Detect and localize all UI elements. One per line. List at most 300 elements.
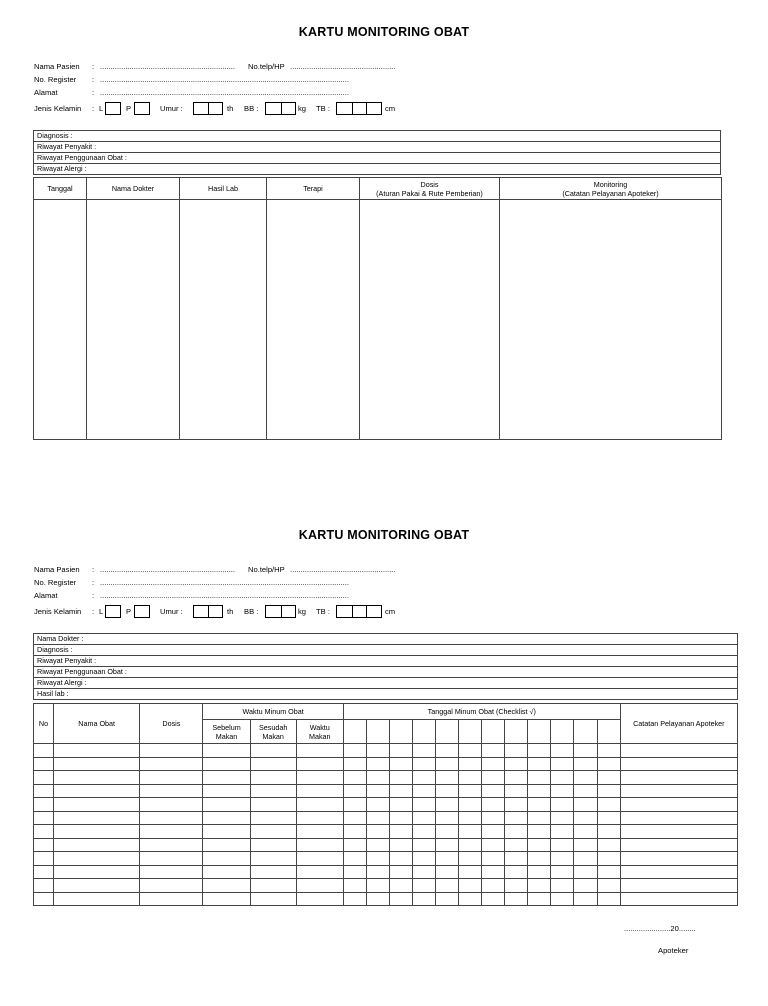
checklist-cell[interactable]: [343, 811, 366, 825]
checklist-cell[interactable]: [366, 744, 389, 758]
checklist-cell[interactable]: [505, 771, 528, 785]
table-cell[interactable]: [250, 771, 296, 785]
col-catatan: Catatan Pelayanan Apoteker: [620, 704, 737, 744]
tb-input[interactable]: [336, 102, 382, 115]
table-cell[interactable]: [140, 757, 203, 771]
checklist-cell[interactable]: [505, 757, 528, 771]
table-cell[interactable]: [203, 865, 250, 879]
card1-info-table: [33, 130, 721, 175]
table-cell[interactable]: [34, 865, 54, 879]
table-cell[interactable]: [250, 757, 296, 771]
table-row: [34, 744, 738, 758]
table-cell[interactable]: [250, 784, 296, 798]
info-riwayat-alergi[interactable]: Riwayat Alergi :: [34, 678, 738, 689]
table-cell[interactable]: [620, 879, 737, 893]
checklist-cell[interactable]: [413, 852, 436, 866]
cell-nama-dokter[interactable]: [87, 200, 180, 440]
table-cell[interactable]: [203, 744, 250, 758]
checklist-cell[interactable]: [343, 865, 366, 879]
checklist-cell[interactable]: [551, 838, 574, 852]
checklist-cell[interactable]: [505, 811, 528, 825]
checklist-cell[interactable]: [574, 825, 597, 839]
table-cell[interactable]: [34, 771, 54, 785]
label-alamat: Alamat: [34, 591, 58, 600]
table-cell[interactable]: [140, 771, 203, 785]
table-cell[interactable]: [140, 784, 203, 798]
card2-medication-table: [33, 703, 738, 906]
col-nama-dokter: Nama Dokter: [87, 178, 180, 200]
checklist-cell[interactable]: [551, 784, 574, 798]
checklist-cell[interactable]: [528, 811, 551, 825]
checklist-cell[interactable]: [482, 879, 505, 893]
checklist-cell[interactable]: [551, 757, 574, 771]
checklist-cell[interactable]: [574, 811, 597, 825]
checklist-cell[interactable]: [343, 771, 366, 785]
checklist-cell[interactable]: [413, 892, 436, 906]
checklist-cell[interactable]: [597, 811, 620, 825]
checklist-cell[interactable]: [551, 744, 574, 758]
checklist-cell[interactable]: [505, 892, 528, 906]
cell-dosis[interactable]: [360, 200, 500, 440]
card2-title: KARTU MONITORING OBAT: [298, 528, 470, 542]
col-tanggal: Tanggal: [34, 178, 87, 200]
table-cell[interactable]: [250, 825, 296, 839]
info-riwayat-penyakit[interactable]: Riwayat Penyakit :: [34, 142, 721, 153]
no-register-field[interactable]: ......................................................................................................................: [100, 578, 349, 587]
table-cell[interactable]: [34, 757, 54, 771]
table-row: [34, 757, 738, 771]
checklist-cell[interactable]: [482, 811, 505, 825]
checklist-cell[interactable]: [389, 838, 412, 852]
gender-p-checkbox[interactable]: [134, 102, 150, 115]
checklist-cell[interactable]: [482, 825, 505, 839]
checklist-cell[interactable]: [574, 757, 597, 771]
table-cell[interactable]: [620, 852, 737, 866]
table-cell[interactable]: [140, 825, 203, 839]
umur-input[interactable]: [193, 605, 223, 618]
table-cell[interactable]: [34, 852, 54, 866]
table-row: [34, 811, 738, 825]
checklist-cell[interactable]: [436, 744, 459, 758]
col-tanggal-day: [597, 720, 620, 744]
table-cell[interactable]: [140, 838, 203, 852]
table-cell[interactable]: [620, 771, 737, 785]
table-cell[interactable]: [34, 825, 54, 839]
col-tanggal-day: [436, 720, 459, 744]
checklist-cell[interactable]: [343, 798, 366, 812]
cell-hasil-lab[interactable]: [180, 200, 267, 440]
checklist-cell[interactable]: [389, 811, 412, 825]
alamat-field[interactable]: ......................................................................................................................: [100, 591, 349, 600]
checklist-cell[interactable]: [436, 838, 459, 852]
checklist-cell[interactable]: [436, 798, 459, 812]
checklist-cell[interactable]: [528, 892, 551, 906]
makan-label: Makan: [308, 731, 331, 741]
checklist-cell[interactable]: [597, 757, 620, 771]
checklist-cell[interactable]: [528, 757, 551, 771]
checklist-cell[interactable]: [505, 798, 528, 812]
checklist-cell[interactable]: [366, 798, 389, 812]
checklist-cell[interactable]: [389, 825, 412, 839]
checklist-cell[interactable]: [574, 852, 597, 866]
table-cell[interactable]: [250, 892, 296, 906]
table-cell[interactable]: [34, 879, 54, 893]
checklist-cell[interactable]: [459, 757, 482, 771]
table-row: [34, 879, 738, 893]
table-cell[interactable]: [296, 879, 343, 893]
checklist-cell[interactable]: [597, 784, 620, 798]
checklist-cell[interactable]: [459, 879, 482, 893]
col-tanggal-day: [366, 720, 389, 744]
th-unit: th: [227, 104, 234, 113]
checklist-cell[interactable]: [597, 744, 620, 758]
checklist-cell[interactable]: [366, 865, 389, 879]
bb-input[interactable]: [265, 605, 296, 618]
table-cell[interactable]: [203, 852, 250, 866]
table-cell[interactable]: [34, 892, 54, 906]
checklist-cell[interactable]: [597, 838, 620, 852]
checklist-cell[interactable]: [551, 852, 574, 866]
checklist-cell[interactable]: [528, 784, 551, 798]
checklist-cell[interactable]: [389, 771, 412, 785]
table-cell[interactable]: [203, 811, 250, 825]
checklist-cell[interactable]: [459, 784, 482, 798]
checklist-cell[interactable]: [528, 879, 551, 893]
table-row: [34, 892, 738, 906]
checklist-cell[interactable]: [482, 865, 505, 879]
checklist-cell[interactable]: [574, 838, 597, 852]
checklist-cell[interactable]: [389, 865, 412, 879]
checklist-cell[interactable]: [366, 811, 389, 825]
checklist-cell[interactable]: [505, 825, 528, 839]
table-cell[interactable]: [34, 798, 54, 812]
info-diagnosis[interactable]: Diagnosis :: [34, 131, 721, 142]
no-register-field[interactable]: ......................................................................................................................: [100, 75, 349, 84]
checklist-cell[interactable]: [459, 892, 482, 906]
checklist-cell[interactable]: [343, 744, 366, 758]
checklist-cell[interactable]: [343, 838, 366, 852]
checklist-cell[interactable]: [389, 892, 412, 906]
gender-p-checkbox[interactable]: [134, 605, 150, 618]
checklist-cell[interactable]: [366, 757, 389, 771]
checklist-cell[interactable]: [459, 865, 482, 879]
table-cell[interactable]: [203, 825, 250, 839]
colon: :: [92, 591, 95, 600]
checklist-cell[interactable]: [389, 784, 412, 798]
col-tanggal-day: [413, 720, 436, 744]
table-cell[interactable]: [620, 744, 737, 758]
table-cell[interactable]: [620, 838, 737, 852]
checklist-cell[interactable]: [551, 865, 574, 879]
table-cell[interactable]: [34, 744, 54, 758]
colon: :: [92, 104, 95, 113]
checklist-cell[interactable]: [366, 825, 389, 839]
col-dosis-sub: (Aturan Pakai & Rute Pemberian): [376, 188, 483, 198]
checklist-cell[interactable]: [413, 838, 436, 852]
table-cell[interactable]: [250, 852, 296, 866]
checklist-cell[interactable]: [574, 798, 597, 812]
gender-l-checkbox[interactable]: [105, 102, 121, 115]
checklist-cell[interactable]: [574, 865, 597, 879]
table-cell[interactable]: [54, 892, 140, 906]
table-cell[interactable]: [296, 838, 343, 852]
checklist-cell[interactable]: [343, 852, 366, 866]
checklist-cell[interactable]: [482, 892, 505, 906]
table-cell[interactable]: [140, 865, 203, 879]
checklist-cell[interactable]: [343, 757, 366, 771]
table-cell[interactable]: [54, 757, 140, 771]
checklist-cell[interactable]: [389, 757, 412, 771]
checklist-cell[interactable]: [597, 892, 620, 906]
table-cell[interactable]: [203, 879, 250, 893]
checklist-cell[interactable]: [505, 744, 528, 758]
checklist-cell[interactable]: [413, 865, 436, 879]
table-cell[interactable]: [140, 811, 203, 825]
checklist-cell[interactable]: [436, 879, 459, 893]
table-cell[interactable]: [203, 784, 250, 798]
makan-label: Makan: [262, 731, 284, 741]
checklist-cell[interactable]: [574, 879, 597, 893]
checklist-cell[interactable]: [436, 892, 459, 906]
table-cell[interactable]: [296, 771, 343, 785]
signature-date[interactable]: ......................20........: [624, 924, 696, 933]
checklist-cell[interactable]: [366, 771, 389, 785]
checklist-cell[interactable]: [505, 852, 528, 866]
table-cell[interactable]: [140, 852, 203, 866]
nama-pasien-field[interactable]: ................................................................: [100, 565, 236, 574]
checklist-cell[interactable]: [436, 865, 459, 879]
checklist-cell[interactable]: [597, 852, 620, 866]
checklist-cell[interactable]: [413, 798, 436, 812]
checklist-cell[interactable]: [528, 771, 551, 785]
checklist-cell[interactable]: [436, 784, 459, 798]
label-nama-pasien: Nama Pasien: [34, 62, 80, 71]
checklist-cell[interactable]: [482, 798, 505, 812]
alamat-field[interactable]: ......................................................................................................................: [100, 88, 349, 97]
table-cell[interactable]: [620, 865, 737, 879]
col-tanggal-day: [505, 720, 528, 744]
checklist-cell[interactable]: [459, 798, 482, 812]
table-cell[interactable]: [203, 798, 250, 812]
tb-input[interactable]: [336, 605, 382, 618]
cell-monitoring[interactable]: [500, 200, 722, 440]
cell-tanggal[interactable]: [34, 200, 87, 440]
col-waktu-minum: Waktu Minum Obat: [203, 704, 343, 720]
checklist-cell[interactable]: [482, 744, 505, 758]
info-riwayat-alergi[interactable]: Riwayat Alergi :: [34, 164, 721, 175]
checklist-cell[interactable]: [413, 825, 436, 839]
table-cell[interactable]: [54, 852, 140, 866]
table-cell[interactable]: [620, 811, 737, 825]
checklist-cell[interactable]: [413, 757, 436, 771]
info-row: [34, 678, 738, 689]
checklist-cell[interactable]: [366, 879, 389, 893]
col-tanggal-day: [343, 720, 366, 744]
checklist-cell[interactable]: [597, 865, 620, 879]
checklist-cell[interactable]: [343, 892, 366, 906]
checklist-cell[interactable]: [413, 771, 436, 785]
checklist-cell[interactable]: [551, 771, 574, 785]
checklist-cell[interactable]: [459, 825, 482, 839]
checklist-cell[interactable]: [436, 825, 459, 839]
checklist-cell[interactable]: [459, 771, 482, 785]
checklist-cell[interactable]: [343, 825, 366, 839]
checklist-cell[interactable]: [366, 852, 389, 866]
table-cell[interactable]: [296, 892, 343, 906]
checklist-cell[interactable]: [528, 852, 551, 866]
table-cell[interactable]: [620, 757, 737, 771]
checklist-cell[interactable]: [482, 852, 505, 866]
checklist-cell[interactable]: [482, 757, 505, 771]
table-cell[interactable]: [296, 798, 343, 812]
checklist-cell[interactable]: [436, 757, 459, 771]
checklist-cell[interactable]: [528, 825, 551, 839]
table-cell[interactable]: [250, 744, 296, 758]
label-no-register: No. Register: [34, 578, 77, 587]
checklist-cell[interactable]: [413, 879, 436, 893]
checklist-cell[interactable]: [574, 744, 597, 758]
table-cell[interactable]: [54, 838, 140, 852]
checklist-cell[interactable]: [574, 892, 597, 906]
checklist-cell[interactable]: [551, 811, 574, 825]
checklist-cell[interactable]: [389, 879, 412, 893]
checklist-cell[interactable]: [574, 771, 597, 785]
table-cell[interactable]: [296, 852, 343, 866]
cell-terapi[interactable]: [267, 200, 360, 440]
checklist-cell[interactable]: [551, 798, 574, 812]
info-riwayat-obat[interactable]: Riwayat Penggunaan Obat :: [34, 667, 738, 678]
table-cell[interactable]: [54, 798, 140, 812]
table-cell[interactable]: [296, 784, 343, 798]
info-riwayat-obat[interactable]: Riwayat Penggunaan Obat :: [34, 153, 721, 164]
table-row: [34, 838, 738, 852]
checklist-cell[interactable]: [366, 838, 389, 852]
gender-l-checkbox[interactable]: [105, 605, 121, 618]
table-cell[interactable]: [250, 879, 296, 893]
table-cell[interactable]: [54, 771, 140, 785]
telp-field[interactable]: ..................................................: [290, 565, 396, 574]
checklist-cell[interactable]: [482, 784, 505, 798]
checklist-cell[interactable]: [413, 744, 436, 758]
checklist-cell[interactable]: [528, 865, 551, 879]
info-nama-dokter[interactable]: Nama Dokter :: [34, 634, 738, 645]
table-cell[interactable]: [620, 798, 737, 812]
col-dosis: Dosis: [140, 704, 203, 744]
table-cell[interactable]: [296, 744, 343, 758]
table-cell[interactable]: [296, 757, 343, 771]
checklist-cell[interactable]: [459, 811, 482, 825]
bb-input[interactable]: [265, 102, 296, 115]
checklist-cell[interactable]: [436, 771, 459, 785]
checklist-cell[interactable]: [389, 852, 412, 866]
table-cell[interactable]: [203, 892, 250, 906]
kg-unit: kg: [298, 607, 307, 616]
table-cell[interactable]: [620, 825, 737, 839]
table-cell[interactable]: [250, 865, 296, 879]
table-cell[interactable]: [296, 825, 343, 839]
info-row: [34, 634, 738, 645]
info-diagnosis[interactable]: Diagnosis :: [34, 645, 738, 656]
table-cell[interactable]: [140, 798, 203, 812]
checklist-cell[interactable]: [505, 879, 528, 893]
checklist-cell[interactable]: [459, 744, 482, 758]
signature-role: Apoteker: [658, 946, 689, 955]
col-monitoring-sub: (Catatan Pelayanan Apoteker): [562, 188, 659, 198]
table-cell[interactable]: [296, 811, 343, 825]
table-row: [34, 852, 738, 866]
checklist-cell[interactable]: [551, 825, 574, 839]
checklist-cell[interactable]: [528, 744, 551, 758]
table-cell[interactable]: [296, 865, 343, 879]
checklist-cell[interactable]: [436, 852, 459, 866]
checklist-cell[interactable]: [436, 811, 459, 825]
table-cell[interactable]: [54, 865, 140, 879]
table-cell[interactable]: [250, 811, 296, 825]
table-cell[interactable]: [54, 825, 140, 839]
checklist-cell[interactable]: [551, 892, 574, 906]
checklist-cell[interactable]: [574, 784, 597, 798]
checklist-cell[interactable]: [459, 852, 482, 866]
checklist-cell[interactable]: [413, 811, 436, 825]
checklist-cell[interactable]: [597, 825, 620, 839]
table-cell[interactable]: [140, 744, 203, 758]
table-cell[interactable]: [620, 784, 737, 798]
checklist-cell[interactable]: [366, 784, 389, 798]
table-cell[interactable]: [140, 892, 203, 906]
telp-field[interactable]: ..................................................: [290, 62, 396, 71]
nama-pasien-field[interactable]: ................................................................: [100, 62, 236, 71]
checklist-cell[interactable]: [366, 892, 389, 906]
table-cell[interactable]: [54, 879, 140, 893]
checklist-cell[interactable]: [597, 798, 620, 812]
table-cell[interactable]: [620, 892, 737, 906]
checklist-cell[interactable]: [459, 838, 482, 852]
table-cell[interactable]: [54, 811, 140, 825]
table-cell[interactable]: [34, 811, 54, 825]
checklist-cell[interactable]: [528, 838, 551, 852]
checklist-cell[interactable]: [597, 879, 620, 893]
table-cell[interactable]: [54, 784, 140, 798]
table-cell[interactable]: [203, 838, 250, 852]
checklist-cell[interactable]: [505, 838, 528, 852]
checklist-cell[interactable]: [505, 865, 528, 879]
checklist-cell[interactable]: [505, 784, 528, 798]
info-hasil-lab[interactable]: Hasil lab :: [34, 689, 738, 700]
umur-input[interactable]: [193, 102, 223, 115]
checklist-cell[interactable]: [343, 879, 366, 893]
checklist-cell[interactable]: [482, 838, 505, 852]
table-cell[interactable]: [34, 838, 54, 852]
table-cell[interactable]: [203, 771, 250, 785]
checklist-cell[interactable]: [413, 784, 436, 798]
table-cell[interactable]: [34, 784, 54, 798]
table-cell[interactable]: [203, 757, 250, 771]
checklist-cell[interactable]: [389, 744, 412, 758]
kg-unit: kg: [298, 104, 307, 113]
table-cell[interactable]: [54, 744, 140, 758]
table-cell[interactable]: [140, 879, 203, 893]
checklist-cell[interactable]: [528, 798, 551, 812]
table-cell[interactable]: [250, 838, 296, 852]
checklist-cell[interactable]: [551, 879, 574, 893]
table-cell[interactable]: [250, 798, 296, 812]
checklist-cell[interactable]: [389, 798, 412, 812]
checklist-cell[interactable]: [343, 784, 366, 798]
info-riwayat-penyakit[interactable]: Riwayat Penyakit :: [34, 656, 738, 667]
checklist-cell[interactable]: [597, 771, 620, 785]
info-row: [34, 142, 721, 153]
checklist-cell[interactable]: [482, 771, 505, 785]
